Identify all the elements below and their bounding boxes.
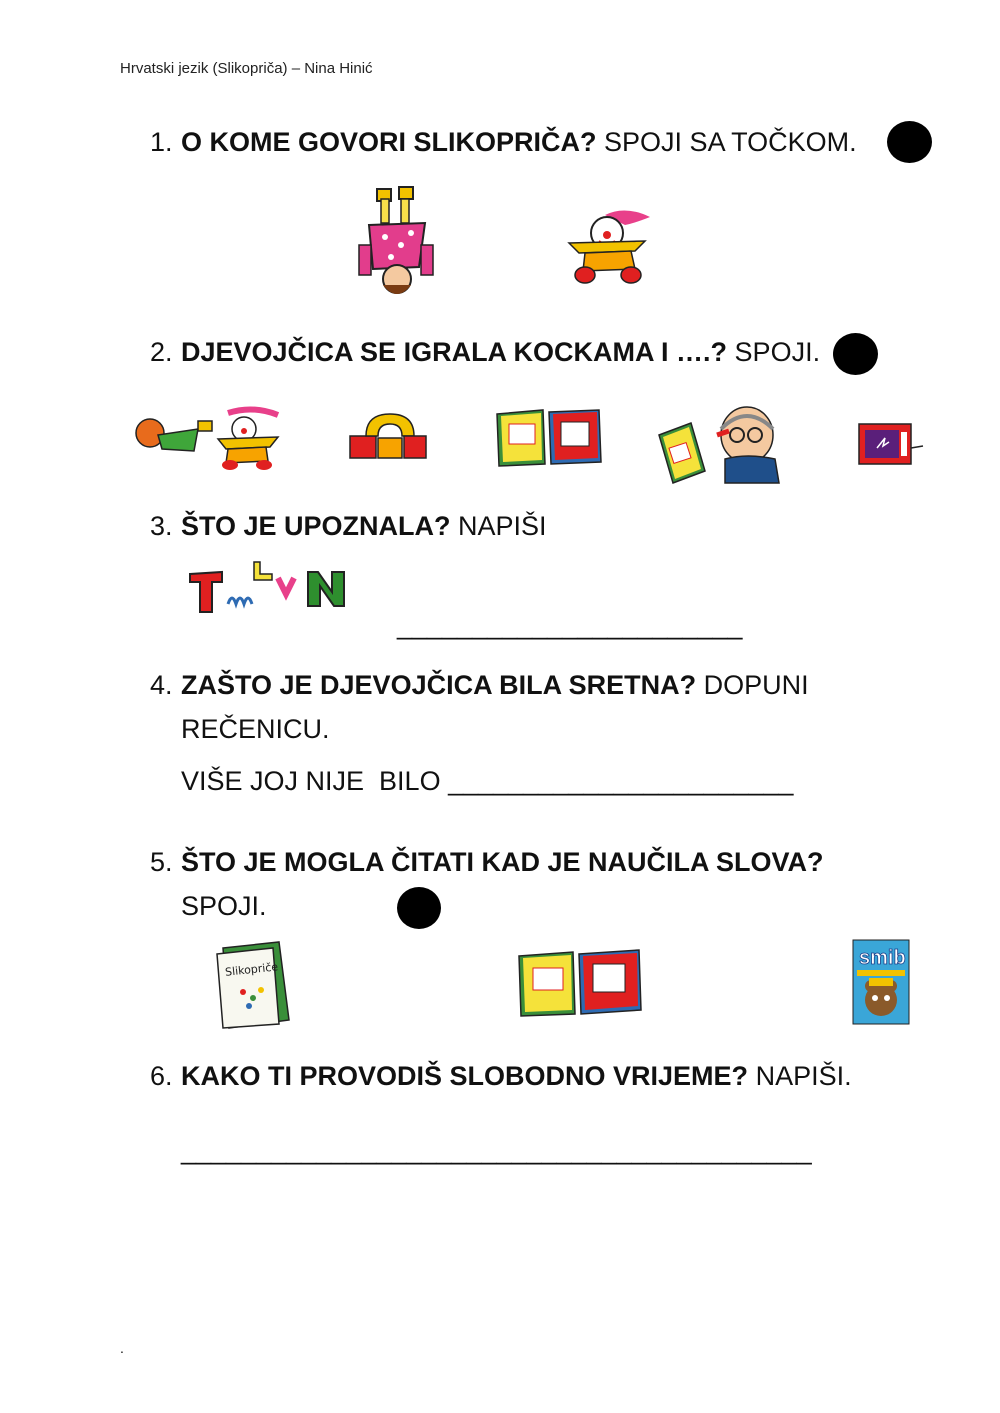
question-instruction: NAPIŠI.	[748, 1061, 852, 1091]
question-1	[150, 120, 857, 164]
question-bold-text: ŠTO JE UPOZNALA?	[181, 511, 451, 541]
television-image[interactable]	[857, 422, 927, 468]
picture-books-image[interactable]	[515, 948, 645, 1018]
question-bold-text: DJEVOJČICA SE IGRALA KOCKAMA I ….?	[181, 337, 728, 367]
girl-handstand-image[interactable]	[355, 185, 440, 297]
book-title: Slikopriče	[224, 960, 279, 979]
colorful-letters-image[interactable]	[188, 558, 354, 616]
question-bold-text: O KOME GOVORI SLIKOPRIČA?	[181, 127, 597, 157]
question-3	[150, 504, 547, 548]
answer-line[interactable]: _______________________	[397, 610, 743, 640]
question-instruction-line2: SPOJI.	[181, 891, 267, 921]
smib-magazine-image[interactable]	[851, 938, 911, 1026]
slikoprice-book-image[interactable]	[213, 940, 293, 1030]
question-4	[150, 663, 809, 751]
question-5	[150, 840, 824, 928]
toy-blocks-image[interactable]	[348, 410, 428, 460]
footer-mark: .	[120, 1340, 124, 1356]
question-bold-text: KAKO TI PROVODIŠ SLOBODNO VRIJEME?	[181, 1061, 749, 1091]
question-instruction: SPOJI.	[727, 337, 821, 367]
question-bold-text: ŠTO JE MOGLA ČITATI KAD JE NAUČILA SLOVA?	[181, 847, 824, 877]
question-instruction: DOPUNI	[696, 670, 809, 700]
question-instruction: SPOJI SA TOČKOM.	[596, 127, 857, 157]
question-6	[150, 1054, 852, 1098]
connect-dot[interactable]	[833, 333, 878, 375]
question-instruction: NAPIŠI	[450, 511, 547, 541]
grandfather-with-book-image[interactable]	[655, 395, 785, 485]
girl-and-clown-image[interactable]	[128, 405, 286, 470]
question-number: 3.	[150, 511, 173, 541]
fill-in-sentence[interactable]: VIŠE JOJ NIJE BILO _______________________	[181, 766, 794, 796]
question-number: 1.	[150, 127, 173, 157]
question-instruction-line2: REČENICU.	[181, 714, 330, 744]
question-number: 4.	[150, 670, 173, 700]
picture-books-image[interactable]	[493, 408, 605, 468]
clown-image[interactable]	[565, 205, 657, 285]
connect-dot[interactable]	[397, 887, 441, 929]
question-number: 5.	[150, 847, 173, 877]
magazine-title: smib	[859, 947, 906, 969]
page-header: Hrvatski jezik (Slikopriča) – Nina Hinić	[120, 60, 373, 77]
question-number: 2.	[150, 337, 173, 367]
connect-dot[interactable]	[887, 121, 932, 163]
question-bold-text: ZAŠTO JE DJEVOJČICA BILA SRETNA?	[181, 670, 697, 700]
question-2	[150, 330, 820, 374]
question-number: 6.	[150, 1061, 173, 1091]
answer-line[interactable]: __________________________________________	[181, 1135, 812, 1165]
